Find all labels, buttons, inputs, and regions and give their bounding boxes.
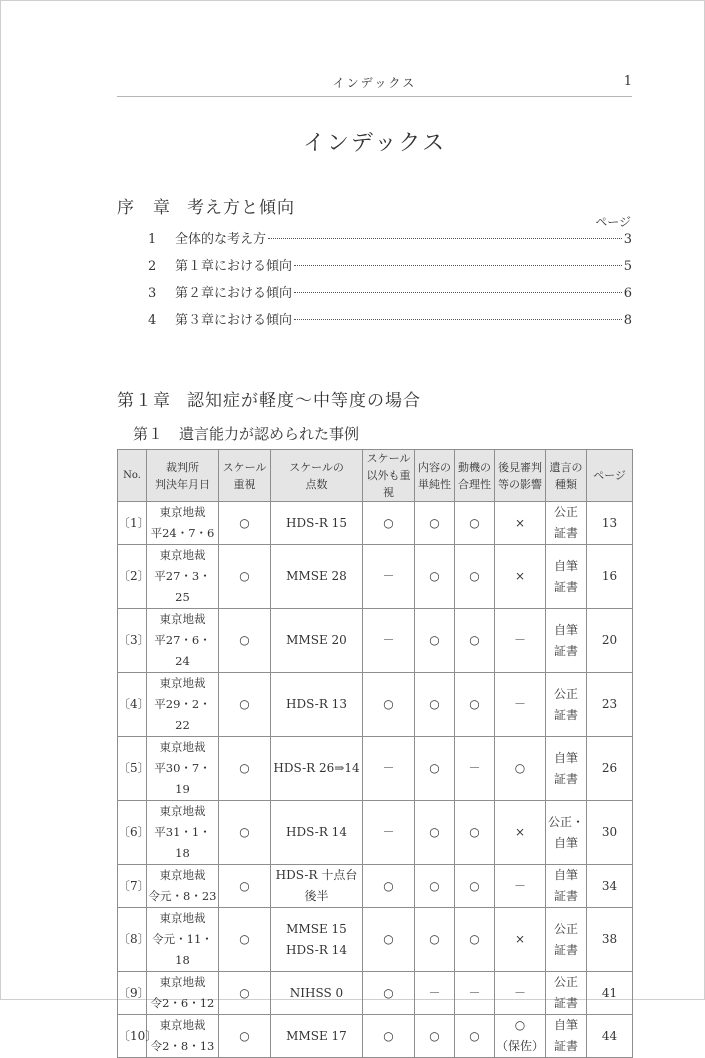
will-type-line: 証書 [553, 643, 578, 658]
column-header-line: 後見審判 [498, 460, 542, 474]
scale-score [271, 545, 363, 609]
toc-dot-leader [294, 319, 622, 320]
running-header [117, 72, 632, 97]
column-header-line: 以外も重視 [366, 469, 411, 499]
will-type-line: 証書 [553, 1039, 578, 1053]
content-simplicity: ○ [415, 545, 455, 609]
guardianship-influence [495, 908, 546, 972]
guardianship-influence-line: × [514, 932, 526, 946]
content-simplicity: ○ [415, 502, 455, 545]
will-type-line: 自筆 [553, 622, 578, 637]
will-type [546, 1015, 587, 1058]
toc-item [148, 228, 632, 255]
will-type [546, 908, 587, 972]
court-date-line: 東京地裁 [159, 1018, 206, 1032]
table-row [118, 801, 633, 865]
page-number: 1 [623, 74, 632, 89]
court-date [147, 908, 219, 972]
scale-focus: ○ [219, 972, 271, 1015]
will-type [546, 801, 587, 865]
column-header-line: 単純性 [418, 477, 451, 491]
motive-rationality: － [455, 737, 495, 801]
other-than-scale-focus: ○ [363, 972, 415, 1015]
document-title: インデックス [302, 131, 447, 156]
column-header [587, 450, 633, 502]
will-type-line: 自筆 [553, 1018, 578, 1032]
case-number: 〔3〕 [118, 609, 147, 673]
scale-score-line: HDS-R 13 [286, 697, 347, 711]
column-header [219, 450, 271, 502]
scale-focus: ○ [219, 737, 271, 801]
scale-focus: ○ [219, 673, 271, 737]
scale-focus: ○ [219, 865, 271, 908]
guardianship-influence-line: － [513, 878, 526, 893]
column-header-line: No. [123, 470, 141, 481]
scale-score [271, 865, 363, 908]
table-row [118, 1015, 633, 1058]
will-type-line: 証書 [553, 996, 578, 1010]
will-type-line: 証書 [553, 889, 578, 903]
scale-score-line: MMSE 20 [286, 633, 347, 647]
table-row [118, 545, 633, 609]
will-type-line: 証書 [553, 707, 578, 722]
column-header-line: 内容の [418, 460, 451, 474]
court-date-line: 東京地裁 [159, 911, 206, 925]
will-type-line: 自筆 [553, 558, 578, 573]
column-header-line: スケール [222, 460, 267, 474]
column-header [546, 450, 587, 502]
column-header-line: スケール [366, 452, 411, 465]
court-date [147, 865, 219, 908]
court-date-line: 平31・1・18 [154, 825, 211, 860]
will-type-line: 公正 [553, 686, 578, 701]
motive-rationality: － [455, 972, 495, 1015]
page-ref: 38 [587, 908, 633, 972]
court-date-line: 東京地裁 [159, 804, 206, 818]
chapter-number: 序 章 [117, 198, 171, 218]
guardianship-influence [495, 673, 546, 737]
case-number: 〔10〕 [118, 1015, 147, 1058]
will-type-line: 自筆 [553, 750, 578, 765]
other-than-scale-focus: ○ [363, 1015, 415, 1058]
case-number: 〔6〕 [118, 801, 147, 865]
court-date-line: 令2・6・12 [150, 996, 215, 1010]
section-heading [133, 423, 359, 444]
scale-score-line: HDS-R 26⇒14 [273, 761, 360, 775]
column-header-line: 重視 [233, 477, 256, 491]
scale-score [271, 972, 363, 1015]
guardianship-influence [495, 737, 546, 801]
chapter-title: 考え方と傾向 [187, 198, 295, 218]
motive-rationality: ○ [455, 609, 495, 673]
toc-item-title: 全体的な考え方 [175, 232, 267, 247]
scale-focus: ○ [219, 502, 271, 545]
page-ref: 26 [587, 737, 633, 801]
toc-item-number: 1 [148, 232, 157, 247]
page-ref: 13 [587, 502, 633, 545]
scale-focus: ○ [219, 545, 271, 609]
table-row [118, 908, 633, 972]
court-date [147, 1015, 219, 1058]
page-ref: 30 [587, 801, 633, 865]
page-ref: 34 [587, 865, 633, 908]
court-date [147, 502, 219, 545]
case-number: 〔8〕 [118, 908, 147, 972]
court-date-line: 東京地裁 [159, 505, 206, 519]
scale-focus: ○ [219, 609, 271, 673]
will-type-line: 公正 [553, 975, 578, 989]
page-ref: 16 [587, 545, 633, 609]
column-header-line: 種類 [555, 477, 577, 491]
toc-dot-leader [268, 238, 622, 239]
court-date-line: 東京地裁 [159, 975, 206, 989]
toc-item-title: 第２章における傾向 [175, 286, 293, 301]
will-type [546, 737, 587, 801]
scale-score-line: HDS-R 14 [286, 942, 347, 957]
column-header [363, 450, 415, 502]
court-date [147, 972, 219, 1015]
column-header-line: 等の影響 [498, 477, 542, 491]
page-column-label: ページ [595, 215, 631, 229]
column-header [415, 450, 455, 502]
guardianship-influence [495, 502, 546, 545]
court-date-line: 東京地裁 [159, 868, 206, 882]
chapter-title: 認知症が軽度～中等度の場合 [187, 391, 421, 411]
case-number: 〔5〕 [118, 737, 147, 801]
table-row [118, 609, 633, 673]
will-type-line: 自筆 [553, 835, 578, 850]
will-type [546, 502, 587, 545]
table-body [118, 502, 633, 1058]
toc-item [148, 282, 632, 309]
table-row [118, 737, 633, 801]
guardianship-influence [495, 865, 546, 908]
guardianship-influence-line: × [514, 569, 526, 583]
column-header-line: 裁判所 [166, 460, 199, 474]
column-header [495, 450, 546, 502]
will-type [546, 545, 587, 609]
scale-score-line: NIHSS 0 [289, 985, 344, 1000]
motive-rationality: ○ [455, 801, 495, 865]
court-date-line: 平27・6・24 [154, 633, 211, 668]
scale-score-line: MMSE 15 [286, 921, 347, 936]
content-simplicity: ○ [415, 609, 455, 673]
will-type-line: 証書 [553, 526, 578, 540]
scale-score [271, 609, 363, 673]
motive-rationality: ○ [455, 908, 495, 972]
running-header-title: インデックス [332, 76, 417, 90]
toc-item-page: 8 [623, 313, 632, 328]
other-than-scale-focus: ○ [363, 865, 415, 908]
toc-item-page: 5 [623, 259, 632, 274]
will-type-line: 公正・ [547, 814, 584, 829]
court-date-line: 令元・8・23 [148, 889, 217, 903]
scale-focus: ○ [219, 1015, 271, 1058]
content-simplicity: ○ [415, 865, 455, 908]
scale-score [271, 673, 363, 737]
toc-item-page: 6 [623, 286, 632, 301]
motive-rationality: ○ [455, 865, 495, 908]
toc-item [148, 309, 632, 336]
content-simplicity: ○ [415, 801, 455, 865]
section-title: 遺言能力が認められた事例 [179, 425, 360, 443]
scale-score-line: MMSE 28 [286, 569, 347, 583]
will-type-line: 証書 [553, 771, 578, 786]
content-simplicity: ○ [415, 673, 455, 737]
guardianship-influence-line: － [513, 985, 526, 1000]
scale-score-line: MMSE 17 [286, 1028, 347, 1043]
column-header-line: 合理性 [458, 477, 491, 491]
page-ref: 23 [587, 673, 633, 737]
guardianship-influence-line: ○ [514, 1018, 526, 1032]
guardianship-influence-line: ○ [514, 761, 526, 775]
court-date-line: 東京地裁 [159, 612, 206, 626]
column-header-line: スケールの [289, 460, 344, 474]
motive-rationality: ○ [455, 502, 495, 545]
will-type-line: 公正 [553, 921, 578, 936]
scale-score-line: HDS-R 十点台 [275, 868, 358, 882]
guardianship-influence-line: － [513, 633, 526, 647]
page-ref: 20 [587, 609, 633, 673]
other-than-scale-focus: － [363, 737, 415, 801]
court-date [147, 801, 219, 865]
toc-item-number: 4 [148, 313, 157, 328]
court-date-line: 令2・8・13 [150, 1039, 215, 1053]
court-date-line: 平27・3・25 [154, 569, 211, 604]
will-type-line: 証書 [553, 579, 578, 594]
will-type [546, 609, 587, 673]
will-type [546, 972, 587, 1015]
column-header [271, 450, 363, 502]
table-row [118, 502, 633, 545]
guardianship-influence-line: － [513, 697, 526, 711]
toc-dot-leader [294, 292, 622, 293]
other-than-scale-focus: ○ [363, 673, 415, 737]
scale-score [271, 1015, 363, 1058]
motive-rationality: ○ [455, 673, 495, 737]
toc-item-title: 第１章における傾向 [175, 259, 293, 274]
column-header-line: ページ [593, 469, 626, 482]
column-header-line: 動機の [458, 460, 491, 474]
toc-item [148, 255, 632, 282]
column-header [118, 450, 147, 502]
scale-focus: ○ [219, 908, 271, 972]
will-type-line: 自筆 [553, 868, 578, 882]
column-header-line: 点数 [305, 477, 328, 491]
case-number: 〔1〕 [118, 502, 147, 545]
table-row [118, 673, 633, 737]
scale-score [271, 502, 363, 545]
other-than-scale-focus: － [363, 545, 415, 609]
content-simplicity: ○ [415, 908, 455, 972]
court-date [147, 609, 219, 673]
guardianship-influence-line: （保佐） [495, 1039, 544, 1053]
other-than-scale-focus: － [363, 801, 415, 865]
content-simplicity: ○ [415, 737, 455, 801]
chapter-heading-intro [117, 193, 295, 218]
column-header [147, 450, 219, 502]
case-table [117, 449, 633, 1058]
court-date-line: 令元・11・18 [152, 932, 213, 967]
toc-item-title: 第３章における傾向 [175, 313, 293, 328]
court-date-line: 東京地裁 [159, 740, 206, 754]
court-date [147, 737, 219, 801]
court-date [147, 545, 219, 609]
chapter-heading-1 [117, 386, 421, 411]
scale-score [271, 737, 363, 801]
scale-focus: ○ [219, 801, 271, 865]
court-date-line: 東京地裁 [159, 548, 206, 562]
column-header-line: 判決年月日 [155, 477, 210, 491]
guardianship-influence [495, 1015, 546, 1058]
will-type [546, 865, 587, 908]
table-row [118, 972, 633, 1015]
other-than-scale-focus: － [363, 609, 415, 673]
table-header-row [118, 450, 633, 502]
motive-rationality: ○ [455, 545, 495, 609]
toc-dot-leader [294, 265, 622, 266]
case-number: 〔4〕 [118, 673, 147, 737]
court-date-line: 平29・2・22 [154, 697, 211, 732]
motive-rationality: ○ [455, 1015, 495, 1058]
column-header-line: 遺言の [549, 460, 583, 474]
guardianship-influence [495, 545, 546, 609]
court-date-line: 平30・7・19 [154, 761, 211, 796]
other-than-scale-focus: ○ [363, 502, 415, 545]
court-date-line: 東京地裁 [159, 676, 206, 690]
court-date [147, 673, 219, 737]
case-number: 〔7〕 [118, 865, 147, 908]
content-simplicity: － [415, 972, 455, 1015]
scale-score [271, 801, 363, 865]
content-simplicity: ○ [415, 1015, 455, 1058]
scale-score-line: HDS-R 14 [286, 825, 347, 839]
scale-score [271, 908, 363, 972]
case-number: 〔9〕 [118, 972, 147, 1015]
toc-item-number: 3 [148, 286, 157, 301]
scale-score-line: 後半 [304, 889, 329, 903]
court-date-line: 平24・7・6 [150, 526, 215, 540]
page-ref: 41 [587, 972, 633, 1015]
section-number: 第１ [133, 425, 164, 443]
guardianship-influence-line: × [514, 515, 526, 530]
case-number: 〔2〕 [118, 545, 147, 609]
will-type-line: 公正 [553, 505, 578, 519]
other-than-scale-focus: ○ [363, 908, 415, 972]
toc-item-page: 3 [623, 232, 632, 247]
guardianship-influence [495, 972, 546, 1015]
guardianship-influence-line: × [514, 825, 526, 839]
chapter-number: 第１章 [117, 391, 171, 411]
table-row [118, 865, 633, 908]
scale-score-line: HDS-R 15 [286, 515, 347, 530]
guardianship-influence [495, 801, 546, 865]
page-ref: 44 [587, 1015, 633, 1058]
table-of-contents [148, 228, 632, 336]
will-type-line: 証書 [553, 942, 578, 957]
will-type [546, 673, 587, 737]
guardianship-influence [495, 609, 546, 673]
toc-item-number: 2 [148, 259, 157, 274]
column-header [455, 450, 495, 502]
